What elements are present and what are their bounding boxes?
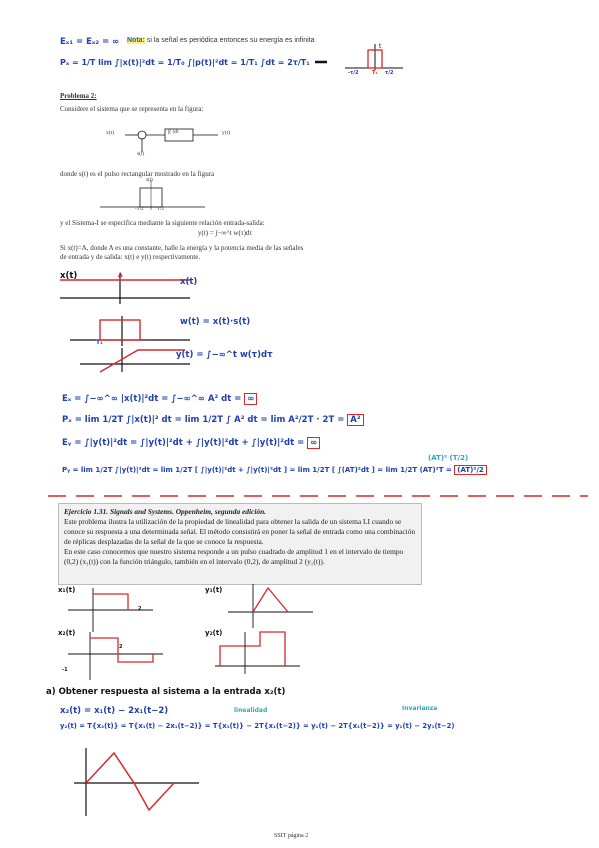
sketch-label-a: -τ/2 — [348, 70, 359, 76]
exercise-title: Ejercicio 1.31. Signals and Systems. Oppenheim, segunda edición. — [64, 507, 267, 516]
section-separator — [48, 492, 588, 500]
block-s-label: s(t) — [137, 151, 145, 157]
ex-text: Eₓ = ∫−∞^∞ |x(t)|²dt = ∫−∞^∞ A² dt = — [62, 394, 242, 404]
x1-label: x₁(t) — [58, 586, 76, 594]
x1-tick: 2 — [138, 606, 142, 612]
part-a-heading — [46, 687, 285, 697]
ey-result-box: ∞ — [307, 437, 320, 449]
page-number: SSIT página 2 — [274, 833, 309, 839]
problem-heading: Problema 2: — [60, 92, 97, 100]
part-a-eq1: x₂(t) = x₁(t) − 2x₁(t−2) — [60, 706, 169, 716]
system-block-diagram — [100, 128, 260, 158]
power-equation: Pₓ = 1/T lim ∫|x(t)|²dt = 1/T₀ ∫|p(t)|²dt = 1/T₁ ∫dt = 2τ/T₁ — [60, 58, 310, 67]
py-note: (AT)² (T/2) — [428, 454, 469, 462]
amplitude-mark: A — [118, 272, 123, 279]
note — [127, 36, 315, 45]
part-a-text: a) Obtener respuesta al sistema a la entrada x₂(t) — [46, 687, 286, 697]
block-output-label: y(t) — [222, 130, 230, 136]
rect-pulse-figure — [100, 180, 210, 216]
x2-plot — [68, 632, 168, 682]
ex-equation — [62, 394, 257, 404]
pulse-right-label: T/2 — [157, 207, 164, 212]
note-label: Nota: — [127, 37, 145, 44]
x2-tick: 2 — [119, 644, 123, 650]
exercise-statement — [58, 503, 422, 585]
px-text: Pₓ = lim 1/2T ∫|x(t)|² dt = lim 1/2T ∫ A² dt = lim A²/2T · 2T = — [62, 415, 345, 425]
py-result-box: (AT)²/2 — [454, 465, 487, 475]
problem-line2: donde s(t) es el pulso rectangular mostrado en la figura — [60, 170, 215, 178]
x-caption: x(t) — [180, 277, 198, 287]
x2-neg: -1 — [62, 667, 68, 673]
py-equation — [62, 466, 487, 474]
t1-label: T₁ — [96, 339, 103, 346]
problem-line1: Considere el sistema que se representa en la figura: — [60, 105, 204, 113]
svg-text:t: t — [379, 43, 382, 50]
y2-plot — [215, 628, 305, 678]
input-output-relation: y(t) = ∫−∞^t w(τ)dτ — [198, 229, 253, 237]
ey-text: Eᵧ = ∫|y(t)|²dt = ∫|y(t)|²dt + ∫|y(t)|²dt + ∫|y(t)|²dt = — [62, 438, 305, 448]
exercise-paragraph-1: Este problema ilustra la utilización de la propiedad de linealidad para obtener la salida de un sistema LI cuando se conoce su respuesta a una determinada señal. El método consistirá en poner la señal de entrada como una combinación de réplicas desplazadas de la señal de la que se conoce la respuesta. — [64, 516, 416, 546]
problem-line4: Si x(t)=A, donde A es una constante, halle la energía y la potencia media de las señales de entrada y de salida: x(t) e y(t) respectivamente. — [60, 244, 304, 262]
y-equation: y(t) = ∫−∞^t w(τ)dτ — [176, 350, 273, 360]
y2-label: y₂(t) — [205, 629, 223, 637]
py-text: Pᵧ = lim 1/2T ∫|y(t)|²dt = lim 1/2T [ ∫|y(t)|²dt + ∫|y(t)|²dt ] = lim 1/2T [ ∫(AT)²dt ] = lim 1/2T (AT)²T = — [62, 466, 452, 474]
x1-plot — [68, 588, 158, 633]
y2-response-plot — [74, 748, 204, 818]
px-result-box: A² — [347, 414, 363, 426]
block-integrator-label: ∫(·)dτ — [168, 130, 179, 135]
ex-result-box: ∞ — [244, 393, 257, 405]
part-a-eq2: y₂(t) = T{x₂(t)} = T{x₁(t) − 2x₁(t−2)} = T{x₁(t)} − 2T{x₁(t−2)} = y₁(t) − 2T{x₁(t−2)} = y₁(t) − 2y₁(t−2) — [60, 722, 455, 730]
w-equation: w(t) = x(t)·s(t) — [180, 317, 251, 327]
x2-label: x₂(t) — [58, 629, 76, 637]
y1-label: y₁(t) — [205, 586, 223, 594]
sketch-label-c: T₁ — [372, 70, 378, 76]
invariance-label: Invarianza — [402, 705, 438, 712]
energy-equation: Eₓ₁ = Eₓ₂ = ∞ — [60, 37, 120, 47]
note-text: si la señal es periódica entonces su energía es infinita — [144, 37, 315, 44]
sketch-label-b: τ/2 — [385, 70, 394, 76]
y1-plot — [228, 584, 318, 629]
px-equation — [62, 415, 364, 425]
block-input-label: x(t) — [106, 130, 114, 136]
linearity-label: linealidad — [234, 707, 268, 714]
pulse-top-label: s(t) — [146, 178, 153, 183]
exercise-paragraph-2: En este caso conocemos que nuestro sistema responde a un pulso cuadrado de amplitud 1 en el intervalo de tiempo (0,2) (x₁(t)) con la función triángulo, también en el intervalo (0,2), de amplitud 2 (y₁(t)). — [64, 546, 404, 566]
x-axis-label: x(t) — [60, 271, 78, 281]
problem-line3: y el Sistema-I se especifica mediante la siguiente relación entrada-salida: — [60, 219, 265, 227]
pulse-left-label: -T/2 — [135, 207, 144, 212]
ey-equation — [62, 438, 320, 448]
